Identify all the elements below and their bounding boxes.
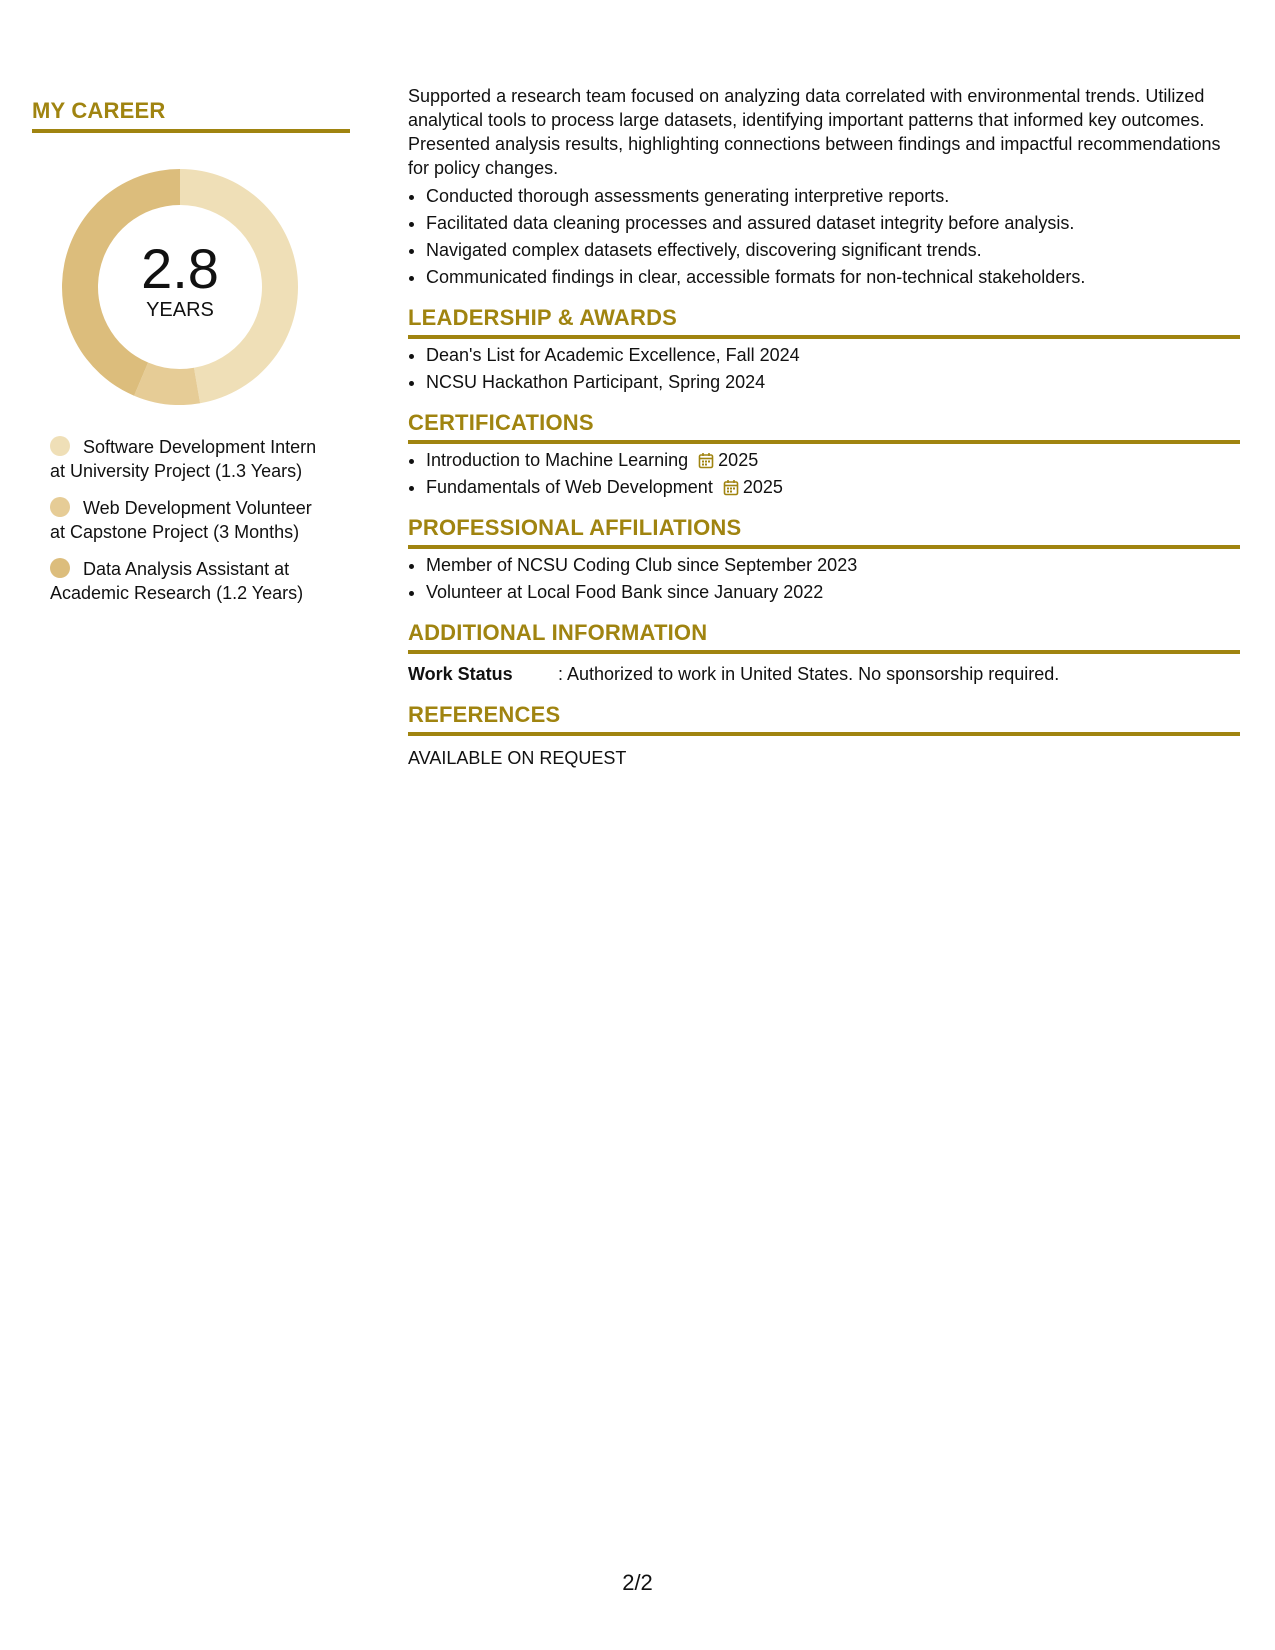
calendar-icon	[723, 479, 739, 496]
certification-name: Fundamentals of Web Development	[426, 477, 713, 497]
affiliations-section-title: PROFESSIONAL AFFILIATIONS	[408, 515, 1240, 549]
affiliations-list	[408, 553, 1240, 604]
list-item: • Navigated complex datasets effectively, discovering significant trends.	[426, 238, 1240, 262]
total-years-value: 2.8	[141, 237, 219, 300]
legend-item	[50, 435, 330, 483]
career-section-title: MY CAREER	[32, 98, 350, 133]
list-item: • Facilitated data cleaning processes and assured dataset integrity before analysis.	[426, 211, 1240, 235]
donut-center	[62, 239, 298, 321]
career-donut-chart	[62, 169, 298, 405]
certifications-section-title: CERTIFICATIONS	[408, 410, 1240, 444]
career-column	[32, 98, 350, 618]
career-legend	[50, 435, 330, 605]
certification-name: Introduction to Machine Learning	[426, 450, 689, 470]
legend-dot	[50, 558, 70, 578]
list-item	[426, 448, 1240, 472]
legend-label: Web Development Volunteer at Capstone Project (3 Months)	[50, 498, 312, 542]
certification-year: 2025	[742, 477, 783, 497]
legend-item	[50, 557, 330, 605]
references-text: AVAILABLE ON REQUEST	[408, 748, 627, 768]
additional-section-title: ADDITIONAL INFORMATION	[408, 620, 1240, 654]
legend-dot	[50, 497, 70, 517]
certification-year: 2025	[718, 450, 759, 470]
leadership-section-title: LEADERSHIP & AWARDS	[408, 305, 1240, 339]
work-status-label: Work Status	[408, 664, 513, 684]
experience-bullets	[408, 184, 1240, 289]
total-years-unit: YEARS	[146, 299, 214, 321]
list-item: • Dean's List for Academic Excellence, Fall 2024	[426, 343, 1240, 367]
legend-label: Data Analysis Assistant at Academic Research (1.2 Years)	[50, 559, 304, 603]
legend-dot	[50, 436, 70, 456]
certifications-list	[408, 448, 1240, 499]
leadership-list	[408, 343, 1240, 394]
references-section-title: REFERENCES	[408, 702, 1240, 736]
list-item: • Communicated findings in clear, accessible formats for non-technical stakeholders.	[426, 265, 1240, 289]
work-status-row	[408, 662, 1240, 686]
calendar-icon	[698, 452, 714, 469]
main-column	[408, 84, 1240, 770]
list-item	[426, 475, 1240, 499]
legend-item	[50, 496, 330, 544]
experience-summary: Supported a research team focused on analyzing data correlated with environmental trends. Utilized analytical tools to process large datasets, identifying important patterns that informed key outcomes. Presented analysis results, highlighting connections between findings and impactful recommendations for policy changes.	[408, 86, 1221, 178]
list-item: • Volunteer at Local Food Bank since January 2022	[426, 580, 1240, 604]
list-item: • NCSU Hackathon Participant, Spring 2024	[426, 370, 1240, 394]
work-status-value: : Authorized to work in United States. No sponsorship required.	[558, 664, 1060, 684]
legend-label: Software Development Intern at University Project (1.3 Years)	[50, 437, 317, 481]
list-item: • Conducted thorough assessments generating interpretive reports.	[426, 184, 1240, 208]
list-item: • Member of NCSU Coding Club since September 2023	[426, 553, 1240, 577]
page-number: 2/2	[622, 1570, 653, 1595]
